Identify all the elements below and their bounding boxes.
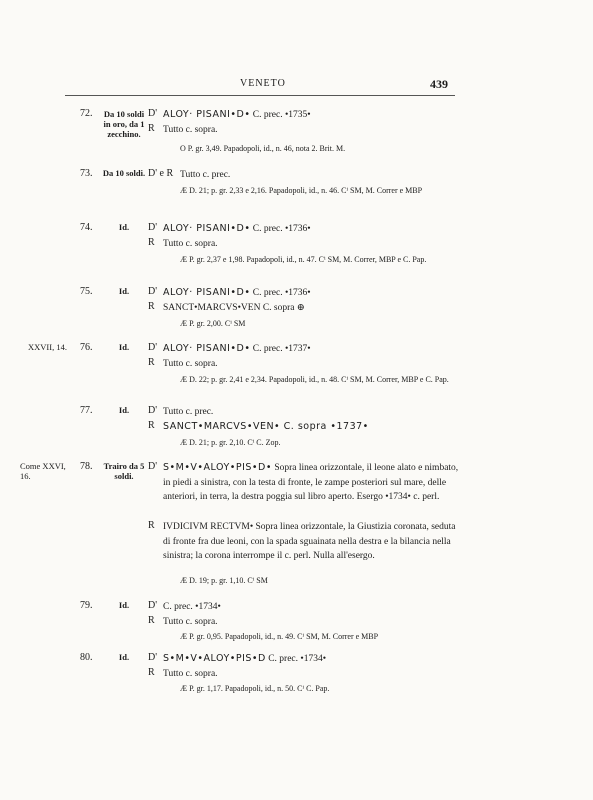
reverse-label: R <box>148 357 155 368</box>
weight-reference: Æ P. gr. 2,00. Cⁱ SM <box>180 319 246 328</box>
obverse-description: S•M•V•ALOY•PIS•D C. prec. •1734• <box>163 653 327 664</box>
entry-number: 78. <box>80 461 93 472</box>
reverse-label: R <box>148 301 155 312</box>
denomination: Id. <box>118 600 130 610</box>
denomination: Id. <box>118 222 130 232</box>
plate-reference: XXVII, 14. <box>28 342 67 352</box>
reverse-label: R <box>148 420 155 431</box>
plate-reference: Come XXVI, 16. <box>20 461 66 481</box>
entry-number: 74. <box>80 222 93 233</box>
obverse-description: ALOY· PISANI•D• C. prec. •1736• <box>163 223 311 234</box>
weight-reference: Æ P. gr. 0,95. Papadopoli, id., n. 49. Cⁱ SM, M. Correr e MBP <box>180 632 379 641</box>
reverse-label: R <box>148 123 155 134</box>
reverse-label: R <box>148 520 155 531</box>
reverse-label: R <box>148 667 155 678</box>
reverse-description: Tutto c. sopra. <box>163 239 218 249</box>
weight-reference: Æ D. 22; p. gr. 2,41 e 2,34. Papadopoli, id., n. 48. Cⁱ SM, M. Correr, MBP e C. Pap. <box>180 375 449 384</box>
denomination: Id. <box>118 652 130 662</box>
reverse-description: SANCT•MARCVS•VEN• C. sopra •1737• <box>163 421 369 432</box>
obverse-label: D' e R <box>148 168 174 179</box>
weight-reference: Æ D. 21; p. gr. 2,33 e 2,16. Papadopoli, id., n. 46. Cⁱ SM, M. Correr e MBP <box>180 186 423 195</box>
entry-number: 73. <box>80 168 93 179</box>
obverse-description: S•M•V•ALOY•PIS•D• Sopra linea orizzontale, il leone alato e nimbato, in piedi a sinistra, con la testa di fronte, le zampe posteriori sul mare, delle anteriori, in terra, la destra poggia sul libro aperto. Esergo •1734• c. perl. <box>163 462 459 502</box>
entry-number: 72. <box>80 108 93 119</box>
obverse-label: D' <box>148 405 158 416</box>
denomination: Id. <box>118 286 130 296</box>
weight-reference: Æ P. gr. 1,17. Papadopoli, id., n. 50. Cⁱ C. Pap. <box>180 684 330 693</box>
obverse-label: D' <box>148 652 158 663</box>
denomination: Da 10 soldi in oro, da 1 zecchino. <box>103 109 145 139</box>
reverse-description: Tutto c. sopra. <box>163 617 218 627</box>
entry-number: 80. <box>80 652 93 663</box>
weight-reference: Æ D. 21; p. gr. 2,10. Cⁱ C. Zop. <box>180 438 281 447</box>
section-title: VENETO <box>240 78 286 89</box>
reverse-description: Tutto c. sopra. <box>163 125 218 135</box>
obverse-label: D' <box>148 342 158 353</box>
obverse-label: D' <box>148 108 158 119</box>
reverse-label: R <box>148 615 155 626</box>
entry-number: 76. <box>80 342 93 353</box>
weight-reference: O P. gr. 3,49. Papadopoli, id., n. 46, nota 2. Brit. M. <box>180 144 346 153</box>
entry-number: 79. <box>80 600 93 611</box>
page-header <box>0 78 593 94</box>
denomination: Trairo da 5 soldi. <box>103 461 145 481</box>
obverse-description: ALOY· PISANI•D• C. prec. •1736• <box>163 287 311 298</box>
reverse-description: Tutto c. sopra. <box>163 669 218 679</box>
entry-number: 77. <box>80 405 93 416</box>
entry-number: 75. <box>80 286 93 297</box>
reverse-description: IVDICIVM RECTVM• Sopra linea orizzontale, la Giustizia coronata, seduta di fronte fra due leoni, con la spada sguainata nella destra e la bilancia nella sinistra; la corona interrompe il c. perl. Nulla all'esergo. <box>163 522 456 561</box>
header-rule <box>65 95 455 96</box>
denomination: Id. <box>118 405 130 415</box>
obverse-label: D' <box>148 600 158 611</box>
weight-reference: Æ D. 19; p. gr. 1,10. Cⁱ SM <box>180 576 268 585</box>
reverse-label: R <box>148 237 155 248</box>
obverse-label: D' <box>148 222 158 233</box>
obverse-label: D' <box>148 461 158 472</box>
denomination: Da 10 soldi. <box>102 168 146 178</box>
obverse-description: ALOY· PISANI•D• C. prec. •1737• <box>163 343 311 354</box>
obverse-description: Tutto c. prec. <box>163 407 214 417</box>
reverse-description: SANCT•MARCVS•VEN C. sopra ⊕ <box>163 303 305 313</box>
obverse-label: D' <box>148 286 158 297</box>
page-number: 439 <box>430 77 448 91</box>
obverse-description: ALOY· PISANI•D• C. prec. •1735• <box>163 109 311 120</box>
obverse-description: Tutto c. prec. <box>180 170 231 180</box>
reverse-description: Tutto c. sopra. <box>163 359 218 369</box>
denomination: Id. <box>118 342 130 352</box>
obverse-description: C. prec. •1734• <box>163 602 221 612</box>
weight-reference: Æ P. gr. 2,37 e 1,98. Papadopoli, id., n. 47. Cⁱ SM, M. Correr, MBP e C. Pap. <box>180 255 427 264</box>
